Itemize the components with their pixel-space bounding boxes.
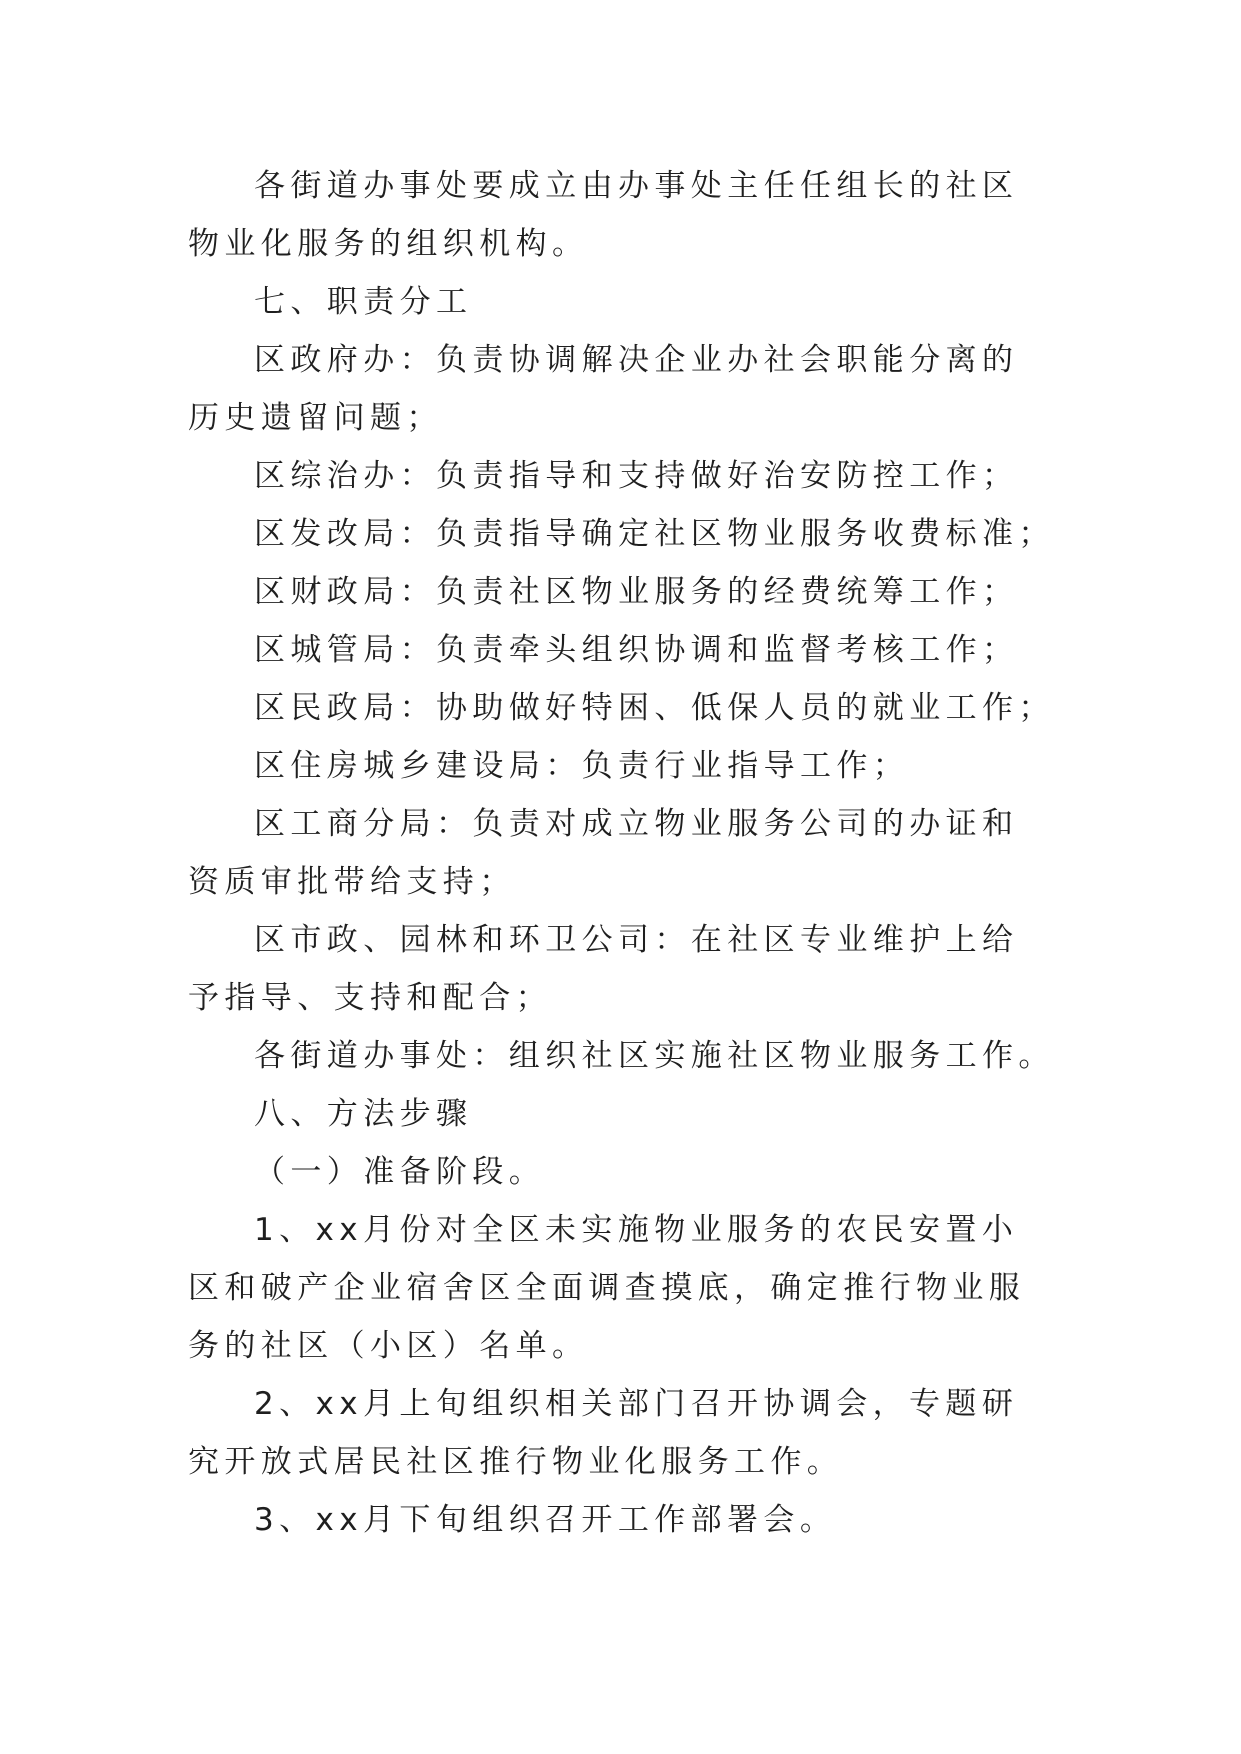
paragraph-duty-development-reform: 区发改局：负责指导确定社区物业服务收费标准； — [254, 516, 1055, 552]
paragraph-duty-street-offices: 各街道办事处：组织社区实施社区物业服务工作。 — [254, 1038, 1055, 1074]
section-heading-duties: 七、职责分工 — [254, 284, 473, 320]
paragraph-step-1: 1、xx月份对全区未实施物业服务的农民安置小区和破产企业宿舍区全面调查摸底，确定推行物业服务的社区（小区）名单。 — [188, 1212, 1026, 1364]
paragraph-org-structure: 各街道办事处要成立由办事处主任任组长的社区物业化服务的组织机构。 — [188, 168, 1019, 262]
subheading-preparation-stage: （一）准备阶段。 — [254, 1154, 546, 1190]
paragraph-duty-municipal-companies: 区市政、园林和环卫公司：在社区专业维护上给予指导、支持和配合； — [188, 922, 1019, 1016]
paragraph-duty-civil-affairs: 区民政局：协助做好特困、低保人员的就业工作； — [254, 690, 1055, 726]
paragraph-step-2: 2、xx月上旬组织相关部门召开协调会，专题研究开放式居民社区推行物业化服务工作。 — [188, 1386, 1019, 1480]
paragraph-step-3: 3、xx月下旬组织召开工作部署会。 — [254, 1502, 837, 1538]
paragraph-duty-comprehensive-office: 区综治办：负责指导和支持做好治安防控工作； — [254, 458, 1019, 494]
paragraph-duty-housing-construction: 区住房城乡建设局：负责行业指导工作； — [254, 748, 910, 784]
document-body — [188, 157, 1054, 1549]
paragraph-duty-industry-commerce: 区工商分局：负责对成立物业服务公司的办证和资质审批带给支持； — [188, 806, 1019, 900]
paragraph-duty-urban-management: 区城管局：负责牵头组织协调和监督考核工作； — [254, 632, 1019, 668]
section-heading-steps: 八、方法步骤 — [254, 1096, 473, 1132]
paragraph-duty-finance: 区财政局：负责社区物业服务的经费统筹工作； — [254, 574, 1019, 610]
paragraph-duty-district-gov-office: 区政府办：负责协调解决企业办社会职能分离的历史遗留问题； — [188, 342, 1019, 436]
